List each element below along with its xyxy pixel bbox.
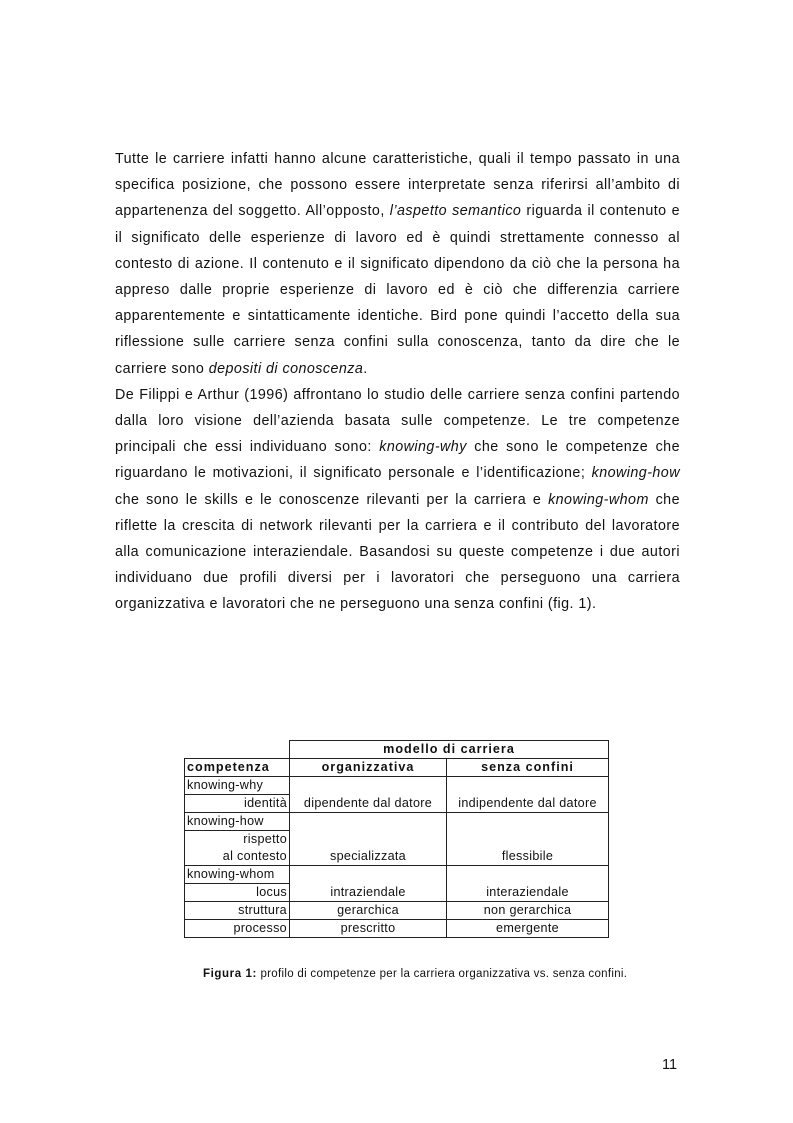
- page-number: 11: [662, 1057, 678, 1073]
- cell-senza-confini: non gerarchica: [447, 902, 609, 920]
- cell-senza-confini: flessibile: [447, 813, 609, 866]
- cell-organizzativa: prescritto: [290, 920, 447, 938]
- row-sub-locus: locus: [185, 884, 290, 902]
- competence-profile-table: [184, 740, 609, 938]
- row-sub-processo: processo: [185, 920, 290, 938]
- group-header: modello di carriera: [290, 741, 609, 759]
- row-label-knowing-how: knowing-how: [185, 813, 290, 831]
- header-senza-confini: senza confini: [447, 759, 609, 777]
- table-header-row: [185, 759, 609, 777]
- paragraph-semantic-aspect: Tutte le carriere infatti hanno alcune caratteristiche, quali il tempo passato in una specifica posizione, che possono essere interpretate senza riferirsi all’ambito di appartenenza del soggetto. All’opposto, l’aspetto semantico riguarda il contenuto e il significato delle esperienze di lavoro ed è quindi strettamente connesso al contesto di azione. Il contenuto e il significato dipendono da ciò che la persona ha appreso dalle proprie esperienze di lavoro ed è ciò che differenzia carriere apparentemente e sintatticamente identiche. Bird pone quindi l’accetto della sua riflessione sulle carriere senza confini sulla conoscenza, tanto da dire che le carriere sono depositi di conoscenza.: [115, 151, 680, 377]
- table-row: [185, 777, 609, 795]
- body-text: [115, 146, 680, 618]
- cell-organizzativa: specializzata: [290, 813, 447, 866]
- header-competenza: competenza: [185, 759, 290, 777]
- cell-organizzativa: dipendente dal datore: [290, 777, 447, 813]
- table-row: [185, 866, 609, 884]
- cell-senza-confini: indipendente dal datore: [447, 777, 609, 813]
- cell-organizzativa: gerarchica: [290, 902, 447, 920]
- figure-caption-text: profilo di competenze per la carriera organizzativa vs. senza confini.: [256, 968, 628, 980]
- cell-senza-confini: emergente: [447, 920, 609, 938]
- cell-organizzativa: intraziendale: [290, 866, 447, 902]
- paragraph-de-filippi-arthur: De Filippi e Arthur (1996) affrontano lo studio delle carriere senza confini partendo dalla loro visione dell’azienda basata sulle competenze. Le tre competenze principali che essi individuano sono: knowing-why che sono le competenze che riguardano le motivazioni, il significato personale e l’identificazione; knowing-how che sono le skills e le conoscenze rilevanti per la carriera e knowing-whom che riflette la crescita di network rilevanti per la carriera e il contributo del lavoratore alla comunicazione interaziendale. Basandosi su queste competenze i due autori individuano due profili diversi per i lavoratori che perseguono una carriera organizzativa e lavoratori che ne perseguono una senza confini (fig. 1).: [115, 386, 680, 613]
- row-label-knowing-whom: knowing-whom: [185, 866, 290, 884]
- row-sub-rispetto-al-contesto: rispetto al contesto: [185, 831, 290, 866]
- table-row: [185, 741, 609, 759]
- row-sub-identita: identità: [185, 795, 290, 813]
- row-sub-struttura: struttura: [185, 902, 290, 920]
- table-row: [185, 920, 609, 938]
- header-organizzativa: organizzativa: [290, 759, 447, 777]
- cell-senza-confini: interaziendale: [447, 866, 609, 902]
- figure-caption-label: Figura 1:: [203, 968, 257, 980]
- table-row: [185, 902, 609, 920]
- table-row: [185, 813, 609, 831]
- figure-caption: [203, 968, 627, 980]
- row-label-knowing-why: knowing-why: [185, 777, 290, 795]
